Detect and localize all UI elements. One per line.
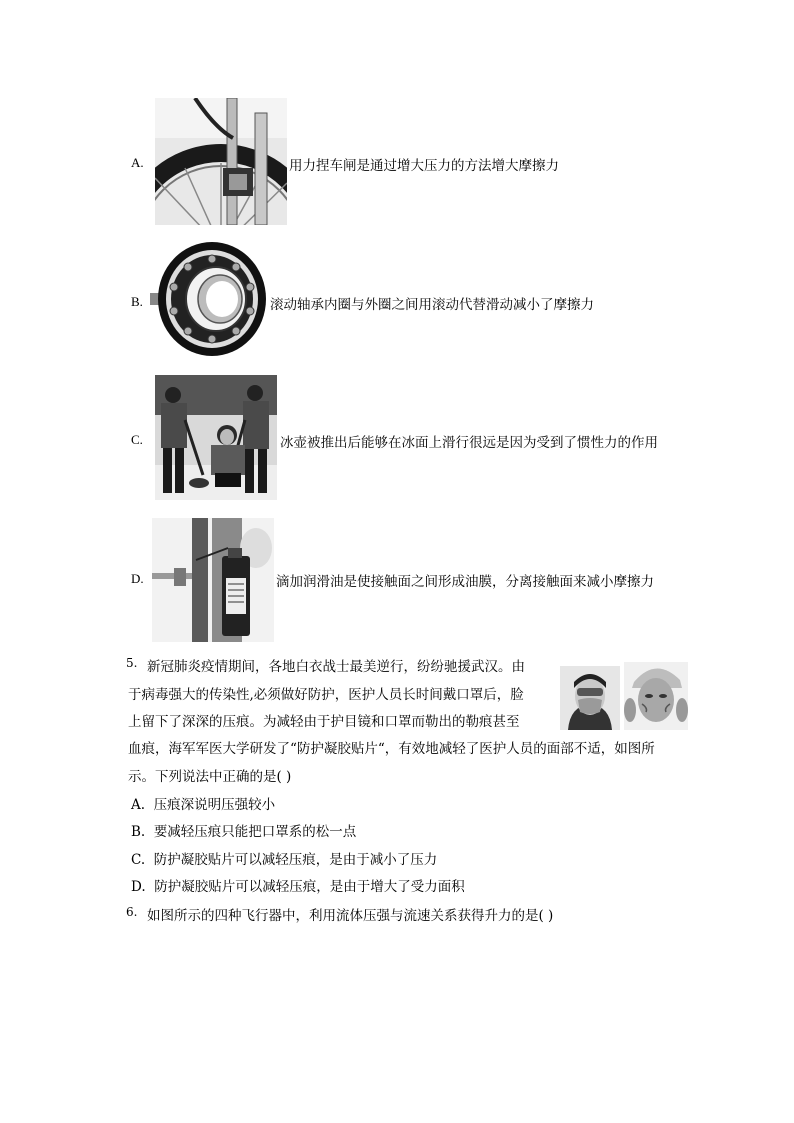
question-6-number: 6. (126, 905, 138, 919)
option-c-text: 冰壶被推出后能够在冰面上滑行很远是因为受到了惯性力的作用 (280, 435, 658, 451)
option-d-text: 滴加润滑油是使接触面之间形成油膜，分离接触面来减小摩擦力 (276, 574, 654, 590)
question-5-line-3: 上留下了深深的压痕。为减轻由于护目镜和口罩而勒出的勒痕甚至 (128, 714, 520, 730)
question-5-option-d (131, 875, 465, 895)
option-c-label: C. (131, 432, 143, 447)
option-a-text: 用力捏车闸是通过增大压力的方法增大摩擦力 (289, 158, 559, 174)
question-6-text: 如图所示的四种飞行器中，利用流体压强与流速关系获得升力的是( ) (147, 908, 554, 924)
question-5-line-4: 血痕，海军军医大学研发了“防护凝胶贴片“，有效地减轻了医护人员的面部不适，如图所 (128, 741, 655, 757)
option-b-label: B. (131, 294, 143, 309)
option-label: B. (131, 824, 146, 840)
option-text: 要减轻压痕只能把口罩系的松一点 (153, 824, 357, 840)
ball-bearing-photo (150, 239, 268, 358)
option-label: C. (131, 852, 146, 868)
question-5-option-a (131, 793, 275, 813)
option-label: A. (131, 797, 146, 813)
option-text: 压痕深说明压强较小 (153, 797, 276, 813)
option-d-label: D. (131, 571, 144, 586)
question-5-line-5: 示。下列说法中正确的是( ) (128, 769, 292, 785)
question-5-number: 5. (126, 656, 138, 670)
pressure-marks-face-photo (624, 662, 688, 730)
question-5-line-2: 于病毒强大的传染性,必须做好防护，医护人员长时间戴口罩后，脸 (128, 687, 524, 703)
curling-photo (155, 375, 277, 500)
lubricant-spray-photo (152, 518, 274, 642)
option-b-text: 滚动轴承内圈与外圈之间用滚动代替滑动减小了摩擦力 (270, 297, 594, 313)
option-text: 防护凝胶贴片可以减轻压痕，是由于减小了压力 (153, 852, 438, 868)
masked-worker-photo (560, 666, 620, 730)
question-5-line-1: 新冠肺炎疫情期间，各地白衣战士最美逆行，纷纷驰援武汉。由 (147, 659, 525, 675)
question-5-option-c (131, 848, 437, 868)
option-a-label: A. (131, 155, 144, 170)
option-label: D. (131, 879, 146, 895)
option-text: 防护凝胶贴片可以减轻压痕，是由于增大了受力面积 (154, 879, 465, 895)
question-5-option-b (131, 820, 356, 840)
bicycle-brake-photo (155, 98, 287, 225)
